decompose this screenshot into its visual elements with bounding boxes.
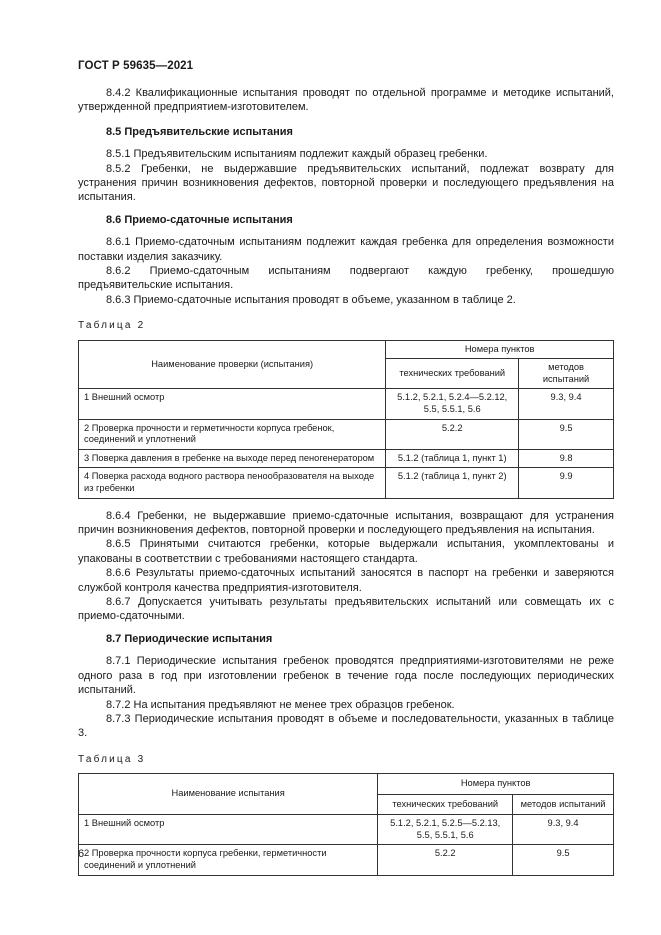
paragraph-8-5-2: 8.5.2 Гребенки, не выдержавшие предъявительских испытаний, подлежат возврату для устранения причин возникновения дефектов, повторной проверки и последующего предъявления на испытания. (78, 162, 614, 204)
table-row (79, 449, 614, 468)
page-number: 6 (78, 848, 85, 860)
row-name-cell: 3 Поверка давления в гребенке на выходе перед пеногенератором (79, 449, 386, 468)
standard-header: ГОСТ Р 59635—2021 (78, 60, 194, 72)
column-header-methods: методов испытаний (513, 794, 614, 815)
column-header-tech: технических требований (378, 794, 513, 815)
paragraph-8-6-3: 8.6.3 Приемо-сдаточные испытания проводят в объеме, указанном в таблице 2. (106, 293, 516, 306)
table-3 (78, 773, 614, 875)
row-name-cell: 2 Проверка прочности корпуса гребенки, герметичности соединений и уплотнений (79, 845, 378, 875)
paragraph-8-6-5: 8.6.5 Принятыми считаются гребенки, которые выдержали испытания, укомплектованы и упакованы в соответствии с требованиями настоящего стандарта. (78, 538, 614, 565)
paragraph-8-6-7: 8.6.7 Допускается учитывать результаты предъявительских испытаний или совмещать их с приемо-сдаточными. (78, 596, 614, 623)
table-header-row (79, 774, 614, 795)
paragraph-8-7-1: 8.7.1 Периодические испытания гребенок проводятся предприятиями-изготовителями не реже одного раза в год при изготовлении гребенок в течение года после последующих периодических испытаний. (78, 655, 614, 697)
table-row (79, 419, 614, 449)
column-header-name: Наименование проверки (испытания) (79, 340, 386, 389)
paragraph-8-4-2: 8.4.2 Квалификационные испытания проводят по отдельной программе и методике испытаний, утвержденной предприятием-изготовителем. (78, 87, 614, 114)
page-content (78, 86, 614, 876)
table-row (79, 815, 614, 845)
paragraph-8-5-1: 8.5.1 Предъявительским испытаниям подлежит каждый образец гребенки. (106, 148, 488, 161)
row-tech-cell: 5.1.2, 5.2.1, 5.2.4—5.2.12, 5.5, 5.5.1, 5.6 (386, 389, 519, 419)
row-name-cell: 2 Проверка прочности и герметичности корпуса гребенок, соединений и уплотнений (79, 419, 386, 449)
row-tech-cell: 5.2.2 (386, 419, 519, 449)
section-heading-8-7: 8.7 Периодические испытания (106, 632, 273, 645)
row-tech-cell: 5.1.2 (таблица 1, пункт 2) (386, 468, 519, 498)
section-heading-8-5: 8.5 Предъявительские испытания (106, 125, 293, 138)
paragraph-8-7-2: 8.7.2 На испытания предъявляют не менее трех образцов гребенок. (106, 698, 455, 711)
column-header-group: Номера пунктов (378, 774, 614, 795)
column-header-name: Наименование испытания (79, 774, 378, 815)
table-2-caption: Таблица 2 (78, 320, 146, 332)
table-row (79, 845, 614, 875)
paragraph-8-6-1: 8.6.1 Приемо-сдаточным испытаниям подлежит каждая гребенка для определения возможности поставки изделия заказчику. (78, 236, 614, 263)
paragraph-8-7-3: 8.7.3 Периодические испытания проводят в объеме и последовательности, указанных в таблице 3. (78, 712, 614, 740)
row-methods-cell: 9.3, 9.4 (519, 389, 614, 419)
table-header-row (79, 340, 614, 359)
row-tech-cell: 5.2.2 (378, 845, 513, 875)
row-methods-cell: 9.3, 9.4 (513, 815, 614, 845)
table-row (79, 389, 614, 419)
column-header-group: Номера пунктов (386, 340, 614, 359)
row-methods-cell: 9.5 (513, 845, 614, 875)
row-tech-cell: 5.1.2 (таблица 1, пункт 1) (386, 449, 519, 468)
table-2 (78, 340, 614, 499)
row-methods-cell: 9.8 (519, 449, 614, 468)
paragraph-8-6-2: 8.6.2 Приемо-сдаточным испытаниям подвергают каждую гребенку, прошедшую предъявительские испытания. (78, 265, 614, 292)
paragraph-8-6-4: 8.6.4 Гребенки, не выдержавшие приемо-сдаточные испытания, возвращают для устранения причин возникновения дефектов, повторной проверки и последующего предъявления на испытания. (78, 509, 614, 537)
paragraph-8-6-6: 8.6.6 Результаты приемо-сдаточных испытаний заносятся в паспорт на гребенки и заверяются службой контроля качества предприятия-изготовителя. (78, 567, 614, 594)
column-header-methods: методов испытаний (519, 359, 614, 389)
column-header-tech: технических требований (386, 359, 519, 389)
row-methods-cell: 9.5 (519, 419, 614, 449)
row-name-cell: 1 Внешний осмотр (79, 389, 386, 419)
row-name-cell: 4 Поверка расхода водного раствора пенообразователя на выходе из гребенки (79, 468, 386, 498)
section-heading-8-6: 8.6 Приемо-сдаточные испытания (106, 213, 293, 226)
table-3-caption: Таблица 3 (78, 753, 146, 765)
table-row (79, 468, 614, 498)
row-tech-cell: 5.1.2, 5.2.1, 5.2.5—5.2.13, 5.5, 5.5.1, 5.6 (378, 815, 513, 845)
row-name-cell: 1 Внешний осмотр (79, 815, 378, 845)
row-methods-cell: 9.9 (519, 468, 614, 498)
